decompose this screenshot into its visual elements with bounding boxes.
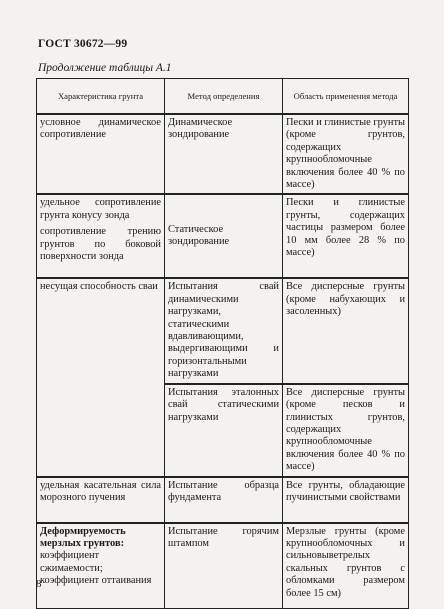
cell-characteristic: удельная касательная сила морозного пучения — [37, 477, 165, 523]
cell-method: Испытание образца фундамента — [165, 477, 283, 523]
cell-method: Испытание горячим штампом — [165, 523, 283, 609]
table-row — [37, 114, 409, 194]
characteristic-heading: Деформируемость мерзлых грунтов: — [40, 525, 126, 549]
characteristic-text: удельное сопротивление грунта конусу зонда — [40, 197, 161, 221]
document-code: ГОСТ 30672—99 — [38, 38, 128, 50]
methods-table — [36, 78, 409, 609]
cell-scope: Все грунты, обладающие пучинистыми свойствами — [283, 477, 409, 523]
cell-method: Динамическое зондирование — [165, 114, 283, 194]
cell-characteristic — [37, 194, 165, 278]
cell-scope: Пески и глинистые грунты, содержащих частицы размером более 10 мм более 28 % по массе) — [283, 194, 409, 278]
page-number: 8 — [36, 578, 42, 590]
characteristic-text: коэффициент сжимаемости; — [40, 550, 103, 574]
column-header-method: Метод определения — [165, 79, 283, 115]
table-header-row — [37, 79, 409, 115]
table-row — [37, 523, 409, 609]
table-continuation-label: Продолжение таблицы А.1 — [38, 62, 172, 74]
cell-scope: Все дисперсные грунты (кроме набухающих и засоленных) — [283, 278, 409, 383]
characteristic-text-2: коэффициент оттаивания — [40, 575, 152, 587]
cell-characteristic: несущая способность сваи — [37, 278, 165, 476]
table-row — [37, 194, 409, 278]
cell-method: Испытания эталонных свай статическими нагрузками — [165, 384, 283, 477]
column-header-scope: Область применения метода — [283, 79, 409, 115]
cell-method: Испытания свай динамическими нагрузками, статическими вдавливающими, выдергивающими и горизонтальными нагрузками — [165, 278, 283, 383]
cell-method: Статическое зондирование — [165, 194, 283, 278]
characteristic-text-2: сопротивление трению грунтов по боковой поверхности зонда — [40, 226, 161, 263]
cell-scope: Мерзлые грунты (кроме крупнообломочных и сильновыветрелых скальных грунтов с обломками размером более 15 см) — [283, 523, 409, 609]
cell-characteristic — [37, 523, 165, 609]
table-row — [37, 477, 409, 523]
column-header-characteristic: Характеристика грунта — [37, 79, 165, 115]
cell-scope: Пески и глинистые грунты (кроме грунтов, содержащих крупнообломочные включения более 40 % по массе) — [283, 114, 409, 194]
table-row — [37, 278, 409, 383]
cell-scope: Все дисперсные грунты (кроме песков и глинистых грунтов, содержащих крупнообломочные включения более 40 % по массе) — [283, 384, 409, 477]
cell-characteristic: условное динамическое сопротивление — [37, 114, 165, 194]
